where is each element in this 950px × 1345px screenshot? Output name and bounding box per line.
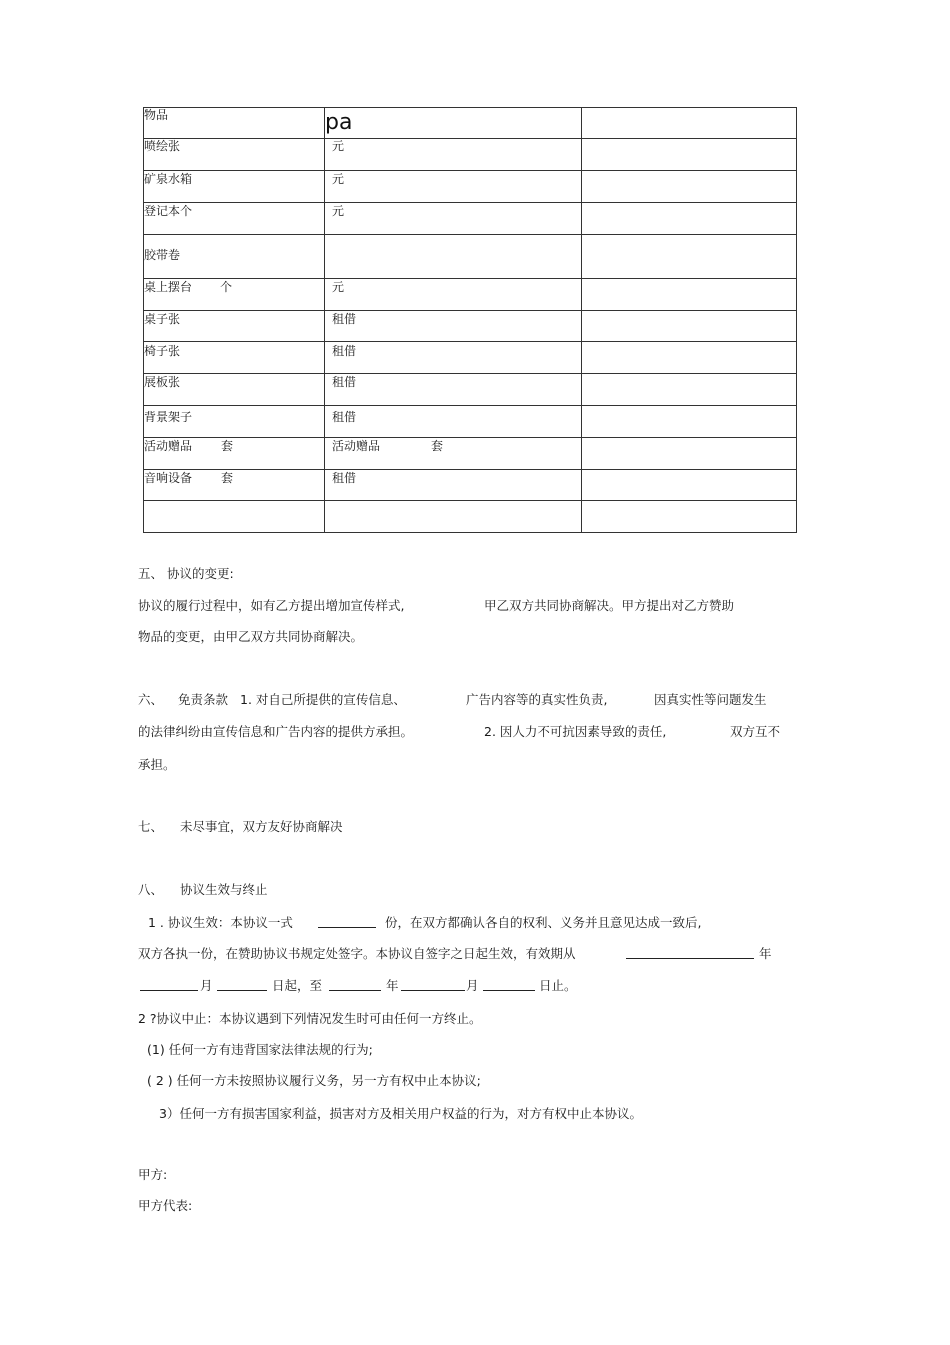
header-mark: pa (325, 110, 353, 135)
copies-blank (318, 917, 376, 928)
section8-l2a: 双方各执一份，在赞助协议书规定处签字。本协议自签字之日起生效，有效期从 (138, 946, 576, 961)
section8-l3a: 月 (200, 978, 213, 993)
items-table (143, 107, 797, 533)
section5-title: 五、 协议的变更: (138, 566, 234, 581)
section7-num: 七、 (138, 819, 164, 834)
table-row (144, 311, 797, 342)
header-item-label: 物品 (144, 108, 169, 122)
item-note: 租借 (332, 410, 357, 424)
item-note-qty: 套 (431, 439, 444, 453)
end-day-blank (483, 980, 535, 991)
item-note: 元 (332, 204, 345, 218)
section8-l1b: 份，在双方都确认各自的权利、义务并且意见达成一致后, (385, 915, 702, 930)
section6-line2a: 的法律纠纷由宣传信息和广告内容的提供方承担。 (138, 724, 414, 739)
table-header-cell (325, 108, 582, 139)
item-name: 展板张 (144, 375, 181, 389)
section6-line1c: 因真实性等问题发生 (654, 692, 767, 707)
section8-l7: 3）任何一方有损害国家利益，损害对方及相关用户权益的行为，对方有权中止本协议。 (159, 1106, 642, 1121)
item-note: 租借 (332, 312, 357, 326)
section5-line1b: 甲乙双方共同协商解决。甲方提出对乙方赞助 (484, 598, 735, 613)
table-row (144, 342, 797, 374)
item-note: 活动赠品 (332, 439, 381, 453)
item-name: 背景架子 (144, 410, 193, 424)
section8-l3d: 月 (466, 978, 479, 993)
section6-line1b: 广告内容等的真实性负责, (466, 692, 608, 707)
item-qty: 个 (220, 280, 233, 294)
section8-title: 协议生效与终止 (180, 882, 268, 897)
section8-l2b: 年 (759, 946, 772, 961)
item-name: 胶带卷 (144, 248, 181, 262)
section8-l3b: 日起，至 (272, 978, 323, 993)
section6-line3: 承担。 (138, 757, 176, 772)
section6-title: 免责条款 (178, 692, 229, 707)
item-name: 活动赠品 (144, 439, 193, 453)
section8-l6: ( 2 ) 任何一方未按照协议履行义务，另一方有权中止本协议; (147, 1073, 481, 1088)
item-qty: 套 (221, 439, 234, 453)
item-note: 租借 (332, 344, 357, 358)
item-note: 元 (332, 280, 345, 294)
item-note: 元 (332, 172, 345, 186)
table-row (144, 406, 797, 438)
section8-num: 八、 (138, 882, 164, 897)
table-header-cell (582, 108, 797, 139)
item-note: 元 (332, 139, 345, 153)
table-row (144, 279, 797, 311)
section7-text: 未尽事宜，双方友好协商解决 (180, 819, 343, 834)
item-name: 桌子张 (144, 312, 181, 326)
end-year-blank (329, 980, 381, 991)
table-row (144, 438, 797, 470)
table-header-cell (144, 108, 325, 139)
party-a-rep-label: 甲方代表: (138, 1198, 193, 1213)
item-name: 音响设备 (144, 471, 193, 485)
section8-l4: 2 ?协议中止：本协议遇到下列情况发生时可由任何一方终止。 (138, 1011, 482, 1026)
section5-line1a: 协议的履行过程中，如有乙方提出增加宣传样式, (138, 598, 405, 613)
table-row (144, 470, 797, 501)
item-note: 租借 (332, 471, 357, 485)
item-qty: 套 (221, 471, 234, 485)
start-year-blank (626, 948, 754, 959)
table-row (144, 374, 797, 406)
table-row (144, 203, 797, 235)
section6-line2b: 2. 因人力不可抗因素导致的责任, (484, 724, 667, 739)
item-name: 椅子张 (144, 344, 181, 358)
table-row (144, 235, 797, 279)
section6-num: 六、 (138, 692, 164, 707)
section6-line2c: 双方互不 (730, 724, 781, 739)
table-row (144, 171, 797, 203)
end-month-blank (401, 980, 465, 991)
section8-l5: (1) 任何一方有违背国家法律法规的行为; (147, 1042, 373, 1057)
item-note: 租借 (332, 375, 357, 389)
section8-l3c: 年 (386, 978, 399, 993)
start-month-blank (140, 980, 198, 991)
item-name: 矿泉水箱 (144, 172, 193, 186)
section6-line1a: 1. 对自己所提供的宣传信息、 (240, 692, 406, 707)
start-day-blank (217, 980, 267, 991)
item-name: 桌上摆台 (144, 280, 193, 294)
table-row (144, 501, 797, 533)
section8-l3e: 日止。 (539, 978, 577, 993)
item-name: 喷绘张 (144, 139, 181, 153)
table-row (144, 139, 797, 171)
party-a-label: 甲方: (138, 1167, 168, 1182)
section8-l1a: 1 . 协议生效：本协议一式 (148, 915, 293, 930)
section5-line2: 物品的变更，由甲乙双方共同协商解决。 (138, 629, 364, 644)
item-name: 登记本个 (144, 204, 193, 218)
table-header-row (144, 108, 797, 139)
